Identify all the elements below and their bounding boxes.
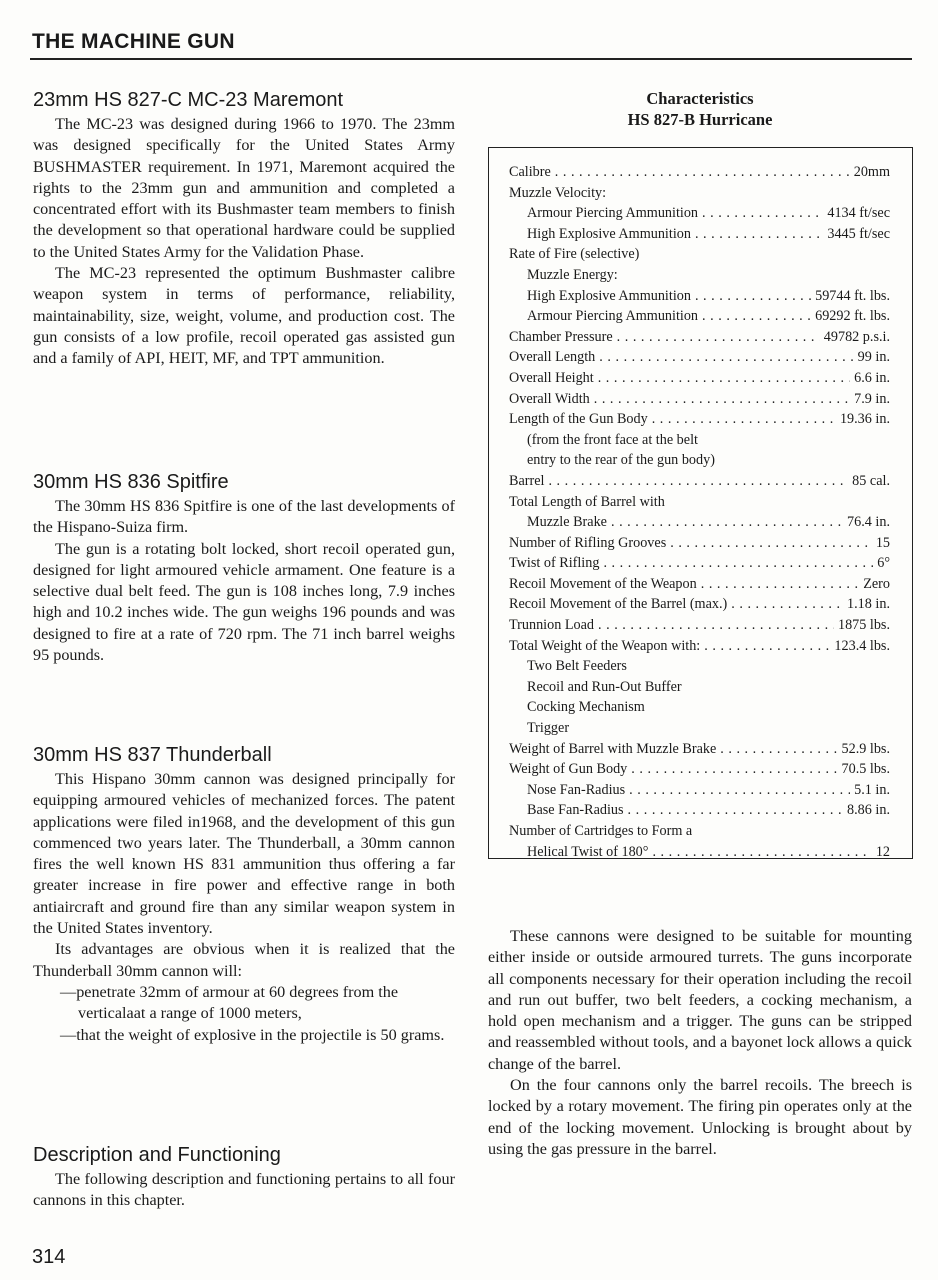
dot-leader (720, 739, 837, 760)
spec-row (509, 677, 890, 698)
dot-leader (652, 842, 871, 863)
spec-value: 19.36 in. (839, 411, 890, 428)
spec-label: Nose Fan-Radius (527, 781, 626, 798)
spec-value: 69292 ft. lbs. (815, 308, 890, 325)
characteristics-title-line2: HS 827-B Hurricane (627, 110, 773, 129)
dot-leader (631, 759, 837, 780)
spec-row (509, 368, 890, 389)
spec-row (509, 224, 890, 245)
spec-row (509, 430, 890, 451)
paragraph: This Hispano 30mm cannon was designed principally for equipping armoured vehicles of mechanized forces. The patent applications were filed in1968, and the development of this gun commenced two years later. The Thunderball, a 30mm cannon fires the well known HS 831 ammunition thus offering a far greater increase in fire power and effective range in both antiaircraft and ground fire than any similar weapon system in the United States inventory. (33, 770, 455, 938)
spec-row (509, 533, 890, 554)
spec-label: Trunnion Load (509, 617, 594, 634)
paragraph: On the four cannons only the barrel recoils. The breech is locked by a rotary movement. The firing pin operates only at the end of the locking movement. Unlocking is brought about by using the gas pressure in the barrel. (488, 1076, 912, 1158)
spec-value: 15 (875, 534, 890, 551)
spec-value: 1.18 in. (847, 596, 890, 613)
dot-leader (670, 533, 872, 554)
section-thunderball (33, 743, 455, 1046)
page-number: 314 (32, 1246, 66, 1268)
spec-value: 85 cal. (852, 472, 890, 489)
spec-row (509, 450, 890, 471)
spec-row (509, 739, 890, 760)
characteristics-title-line1: Characteristics (646, 89, 754, 108)
spec-label: Weight of Gun Body (509, 761, 628, 778)
spec-value: 5.1 in. (854, 781, 890, 798)
spec-label: Weight of Barrel with Muzzle Brake (509, 740, 717, 757)
spec-label: Muzzle Brake (527, 514, 607, 531)
spec-label: Total Weight of the Weapon with: (509, 637, 701, 654)
spec-label: Armour Piercing Ammunition (527, 308, 699, 325)
spec-value: 99 in. (857, 349, 890, 366)
spec-value: 20mm (853, 164, 890, 180)
section-heading: 23mm HS 827-C MC-23 Maremont (33, 89, 344, 111)
dot-leader (695, 224, 823, 245)
spec-label: Twist of Rifling (509, 555, 600, 572)
spec-value: 8.86 in. (847, 802, 890, 819)
spec-label: Overall Width (509, 390, 590, 407)
dot-leader (617, 327, 820, 348)
spec-row (509, 286, 890, 307)
spec-row (509, 697, 890, 718)
spec-label: Total Length of Barrel with (509, 493, 665, 510)
dot-leader (603, 553, 873, 574)
spec-label: (from the front face at the belt (527, 431, 698, 448)
spec-value: 52.9 lbs. (841, 740, 890, 757)
spec-label: Calibre (509, 164, 551, 180)
spec-label: Base Fan-Radius (527, 802, 624, 819)
dot-leader (731, 594, 843, 615)
dot-leader (629, 780, 850, 801)
section-mc23 (33, 88, 455, 370)
spec-row (509, 244, 890, 265)
dot-leader (598, 615, 834, 636)
dot-leader (599, 347, 853, 368)
paragraph: The following description and functioning pertains to all four cannons in this chapter. (33, 1170, 455, 1210)
section-heading: Description and Functioning (33, 1144, 281, 1166)
paragraph: The MC-23 was designed during 1966 to 1970. The 23mm was designed specifically for the United States Army BUSHMASTER requirement. In 1971, Maremont acquired the rights to the 23mm gun and ammunition and completed a concentrated effort with its Bushmaster team members to finish the development so that operational hardware could be supplied to the United States Army for the Validation Phase. (33, 115, 455, 261)
spec-row (509, 162, 890, 183)
spec-row (509, 409, 890, 430)
spec-row (509, 636, 890, 657)
section-spitfire (33, 470, 455, 666)
dot-leader (611, 512, 843, 533)
spec-value: 123.4 lbs. (834, 637, 890, 654)
spec-row (509, 203, 890, 224)
section-heading: 30mm HS 837 Thunderball (33, 744, 272, 766)
spec-row (509, 718, 890, 739)
paragraph: The 30mm HS 836 Spitfire is one of the last developments of the Hispano-Suiza firm. (33, 497, 455, 537)
spec-row (509, 492, 890, 513)
spec-row (509, 553, 890, 574)
spec-label: Trigger (527, 720, 570, 737)
spec-value: 1875 lbs. (837, 617, 890, 634)
dot-leader (594, 389, 850, 410)
dot-leader (628, 800, 843, 821)
spec-label: Muzzle Energy: (527, 266, 618, 283)
dot-leader (701, 574, 859, 595)
dot-leader (555, 162, 850, 183)
running-head: THE MACHINE GUN (32, 30, 235, 53)
characteristics-table (488, 147, 913, 859)
right-column (488, 926, 912, 1160)
spec-row (509, 306, 890, 327)
spec-value: 6.6 in. (854, 369, 890, 386)
header-rule (30, 58, 912, 60)
dot-leader (704, 636, 830, 657)
paragraph: These cannons were designed to be suitable for mounting either inside or outside armoured turrets. The guns incorporate all components necessary for their operation including the recoil and run out buffer, two belt feeders, a cocking mechanism, a hold open mechanism and a trigger. The guns can be stripped and reassembled without tools, and a bayonet lock allows a quick change of the barrel. (488, 927, 912, 1073)
spec-label: Chamber Pressure (509, 328, 613, 345)
spec-label: Cocking Mechanism (527, 699, 645, 716)
spec-row (509, 800, 890, 821)
spec-label: Barrel (509, 472, 545, 489)
spec-row (509, 656, 890, 677)
section-heading: 30mm HS 836 Spitfire (33, 471, 229, 493)
dot-leader (702, 203, 823, 224)
section-description (33, 1143, 455, 1212)
spec-label: Armour Piercing Ammunition (527, 205, 699, 222)
spec-row (509, 842, 890, 863)
spec-row (509, 389, 890, 410)
spec-label: High Explosive Ammunition (527, 225, 691, 242)
paragraph: The gun is a rotating bolt locked, short recoil operated gun, designed for light armoured vehicle armament. One feature is a selective dual belt feed. The gun is 108 inches long, 7.9 inches high and 10.2 inches wide. The gun weighs 196 pounds and was designed to fire at a rate of 720 rpm. The 71 inch barrel weighs 95 pounds. (33, 539, 455, 665)
spec-value: 6° (877, 555, 890, 572)
paragraph: Its advantages are obvious when it is realized that the Thunderball 30mm cannon will: (33, 940, 455, 980)
dot-leader (548, 471, 848, 492)
spec-row (509, 821, 890, 842)
spec-value: 76.4 in. (847, 514, 890, 531)
spec-row (509, 615, 890, 636)
spec-label: entry to the rear of the gun body) (527, 452, 715, 469)
spec-label: High Explosive Ammunition (527, 287, 691, 304)
spec-row (509, 759, 890, 780)
spec-value: 4134 ft/sec (827, 205, 890, 222)
spec-row (509, 780, 890, 801)
spec-row (509, 512, 890, 533)
spec-row (509, 347, 890, 368)
spec-row (509, 594, 890, 615)
spec-label: Muzzle Velocity: (509, 184, 607, 201)
spec-value: 70.5 lbs. (841, 761, 890, 778)
spec-label: Recoil Movement of the Weapon (509, 575, 697, 592)
spec-value: 59744 ft. lbs. (815, 287, 890, 304)
spec-row (509, 471, 890, 492)
dot-leader (695, 286, 811, 307)
spec-row (509, 327, 890, 348)
spec-label: Helical Twist of 180° (527, 843, 649, 860)
spec-value: 3445 ft/sec (827, 225, 890, 242)
spec-value: 49782 p.s.i. (823, 328, 890, 345)
spec-value: 7.9 in. (854, 390, 890, 407)
spec-row (509, 183, 890, 204)
spec-label: Overall Height (509, 369, 594, 386)
list-item: —that the weight of explosive in the projectile is 50 grams. (60, 1025, 445, 1044)
dot-leader (598, 368, 850, 389)
spec-row (509, 265, 890, 286)
spec-label: Two Belt Feeders (527, 658, 627, 675)
spec-value: Zero (863, 575, 890, 592)
spec-label: Overall Length (509, 349, 596, 366)
spec-row (509, 574, 890, 595)
dot-leader (702, 306, 811, 327)
spec-label: Rate of Fire (selective) (509, 246, 640, 263)
spec-label: Length of the Gun Body (509, 411, 648, 428)
list-item: —penetrate 32mm of armour at 60 degrees from the verticalaat a range of 1000 meters, (60, 982, 399, 1023)
spec-label: Recoil and Run-Out Buffer (527, 678, 682, 695)
characteristics-title (489, 88, 911, 130)
spec-label: Recoil Movement of the Barrel (max.) (509, 596, 728, 613)
spec-value: 12 (875, 843, 890, 860)
spec-label: Number of Rifling Grooves (509, 534, 667, 551)
paragraph: The MC-23 represented the optimum Bushmaster calibre weapon system in terms of performance, reliability, maintainability, size, weight, volume, and production cost. The gun consists of a low profile, recoil operated gas assisted gun and a family of API, HEIT, MF, and TPT ammunition. (33, 264, 455, 368)
spec-label: Number of Cartridges to Form a (509, 823, 693, 839)
dot-leader (652, 409, 836, 430)
